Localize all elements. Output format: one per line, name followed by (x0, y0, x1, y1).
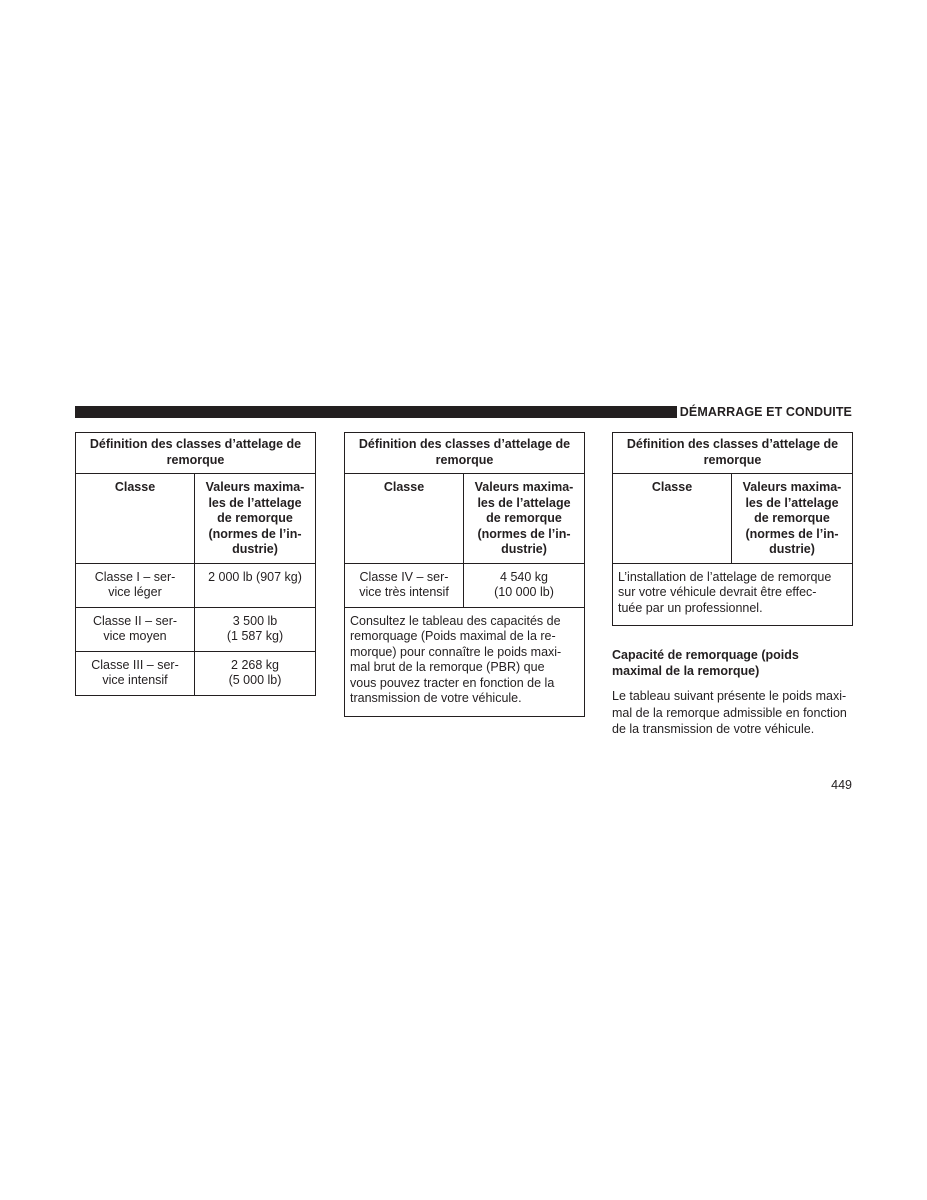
table-note: Consultez le tableau des capacités de remorquage (Poids maximal de la re- morque) pour connaître le poids maxi- mal brut de la remorque (PBR) que vous pouvez tracter en fonction de la transmission de votre véhicule. (345, 607, 585, 716)
column-header-max-values: Valeurs maxima- les de l’attelage de remorque (normes de l’in- dustrie) (732, 474, 853, 564)
hitch-class-table-3 (612, 432, 853, 626)
column-header-max-values: Valeurs maxima- les de l’attelage de remorque (normes de l’in- dustrie) (195, 474, 316, 564)
column-header-class: Classe (345, 474, 464, 564)
table-title: Définition des classes d’attelage de remorque (613, 433, 853, 474)
page-number: 449 (831, 778, 852, 792)
column-header-class: Classe (613, 474, 732, 564)
table-row (76, 607, 316, 651)
table-row (76, 651, 316, 695)
class-cell: Classe II – ser- vice moyen (76, 607, 195, 651)
value-cell: 2 268 kg (5 000 lb) (195, 651, 316, 695)
class-cell: Classe IV – ser- vice très intensif (345, 563, 464, 607)
section-paragraph: Le tableau suivant présente le poids maxi- mal de la remorque admissible en fonction de la transmission de votre véhicule. (612, 689, 847, 736)
class-cell: Classe I – ser- vice léger (76, 563, 195, 607)
column-header-class: Classe (76, 474, 195, 564)
header-rule (75, 406, 677, 418)
value-cell: 4 540 kg (10 000 lb) (464, 563, 585, 607)
table-note: L’installation de l’attelage de remorque sur votre véhicule devrait être effec- tuée par un professionnel. (613, 563, 853, 626)
value-cell: 2 000 lb (907 kg) (195, 563, 316, 607)
column-header-max-values: Valeurs maxima- les de l’attelage de remorque (normes de l’in- dustrie) (464, 474, 585, 564)
class-cell: Classe III – ser- vice intensif (76, 651, 195, 695)
hitch-class-table-2 (344, 432, 585, 717)
section-header-title: DÉMARRAGE ET CONDUITE (679, 405, 852, 419)
hitch-class-table-1 (75, 432, 316, 696)
section-heading: Capacité de remorquage (poids maximal de la remorque) (612, 648, 799, 678)
table-row (76, 563, 316, 607)
table-title: Définition des classes d’attelage de remorque (76, 433, 316, 474)
table-title: Définition des classes d’attelage de remorque (345, 433, 585, 474)
value-cell: 3 500 lb (1 587 kg) (195, 607, 316, 651)
table-row (345, 563, 585, 607)
